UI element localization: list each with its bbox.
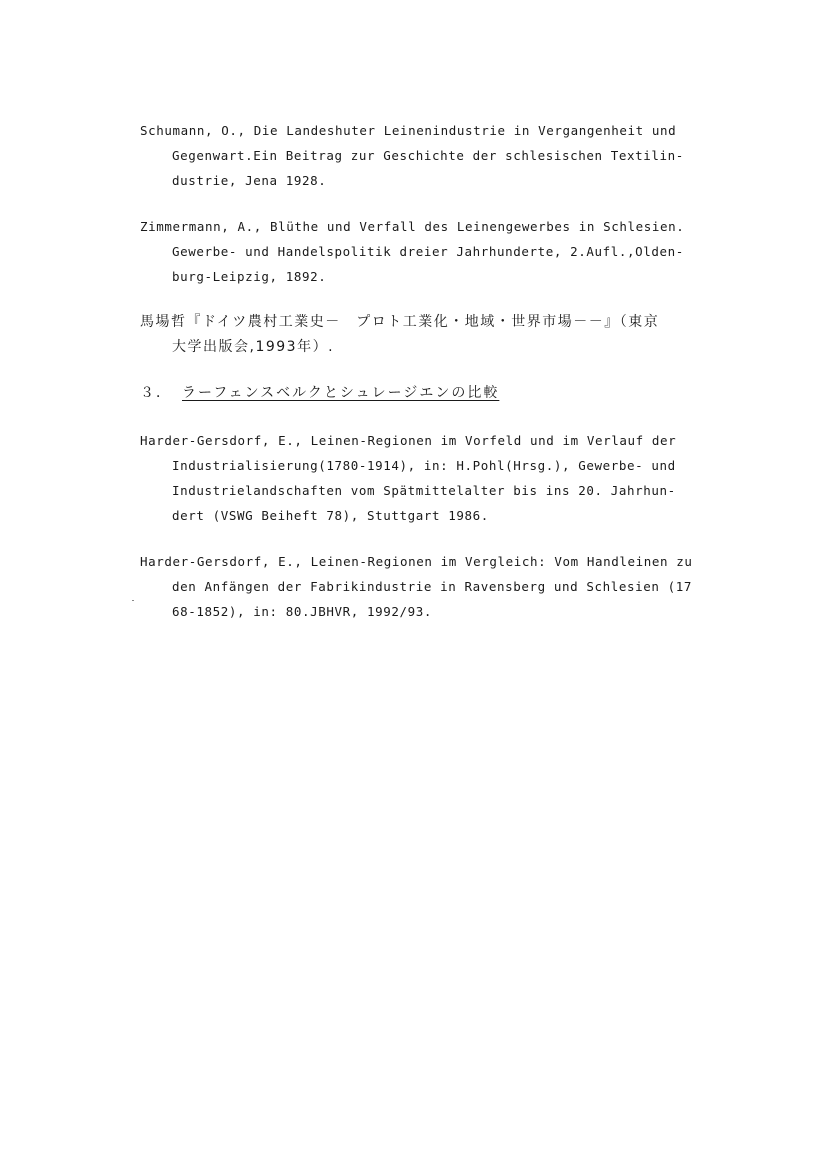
reference-line: burg-Leipzig, 1892. (172, 269, 327, 284)
scan-speck (132, 600, 134, 601)
reference-line: Industrialisierung(1780-1914), in: H.Pohl(Hrsg.), Gewerbe- und (172, 458, 676, 473)
section-title: ラーフェンスベルクとシュレージエンの比較 (182, 385, 500, 401)
reference-line: Gewerbe- und Handelspolitik dreier Jahrhunderte, 2.Aufl.,Olden- (172, 244, 684, 259)
reference-line: Zimmermann, A., Blüthe und Verfall des Leinengewerbes in Schlesien. (140, 219, 685, 234)
reference-line: 馬場哲『ドイツ農村工業史－ プロト工業化・地域・世界市場－－』（東京 (140, 314, 660, 330)
section-number: ３． (140, 385, 172, 401)
reference-entry-zimmermann (140, 214, 720, 289)
reference-entry-harder-gersdorf-1986 (140, 428, 720, 528)
reference-line: Industrielandschaften vom Spätmittelalter bis ins 20. Jahrhun- (172, 483, 676, 498)
section-heading (140, 382, 499, 402)
reference-line: Harder-Gersdorf, E., Leinen-Regionen im Vergleich: Vom Handleinen zu (140, 554, 693, 569)
reference-line: 大学出版会,1993年）. (172, 339, 335, 355)
reference-line: den Anfängen der Fabrikindustrie in Ravensberg und Schlesien (17 (172, 579, 693, 594)
reference-line: dert (VSWG Beiheft 78), Stuttgart 1986. (172, 508, 489, 523)
reference-entry-schumann (140, 118, 720, 193)
reference-line: 68-1852), in: 80.JBHVR, 1992/93. (172, 604, 433, 619)
reference-entry-harder-gersdorf-1992 (140, 549, 720, 624)
reference-line: Gegenwart.Ein Beitrag zur Geschichte der schlesischen Textilin- (172, 148, 684, 163)
reference-line: dustrie, Jena 1928. (172, 173, 327, 188)
reference-line: Harder-Gersdorf, E., Leinen-Regionen im Vorfeld und im Verlauf der (140, 433, 677, 448)
reference-entry-baba (140, 310, 720, 360)
reference-line: Schumann, O., Die Landeshuter Leinenindustrie in Vergangenheit und (140, 123, 677, 138)
